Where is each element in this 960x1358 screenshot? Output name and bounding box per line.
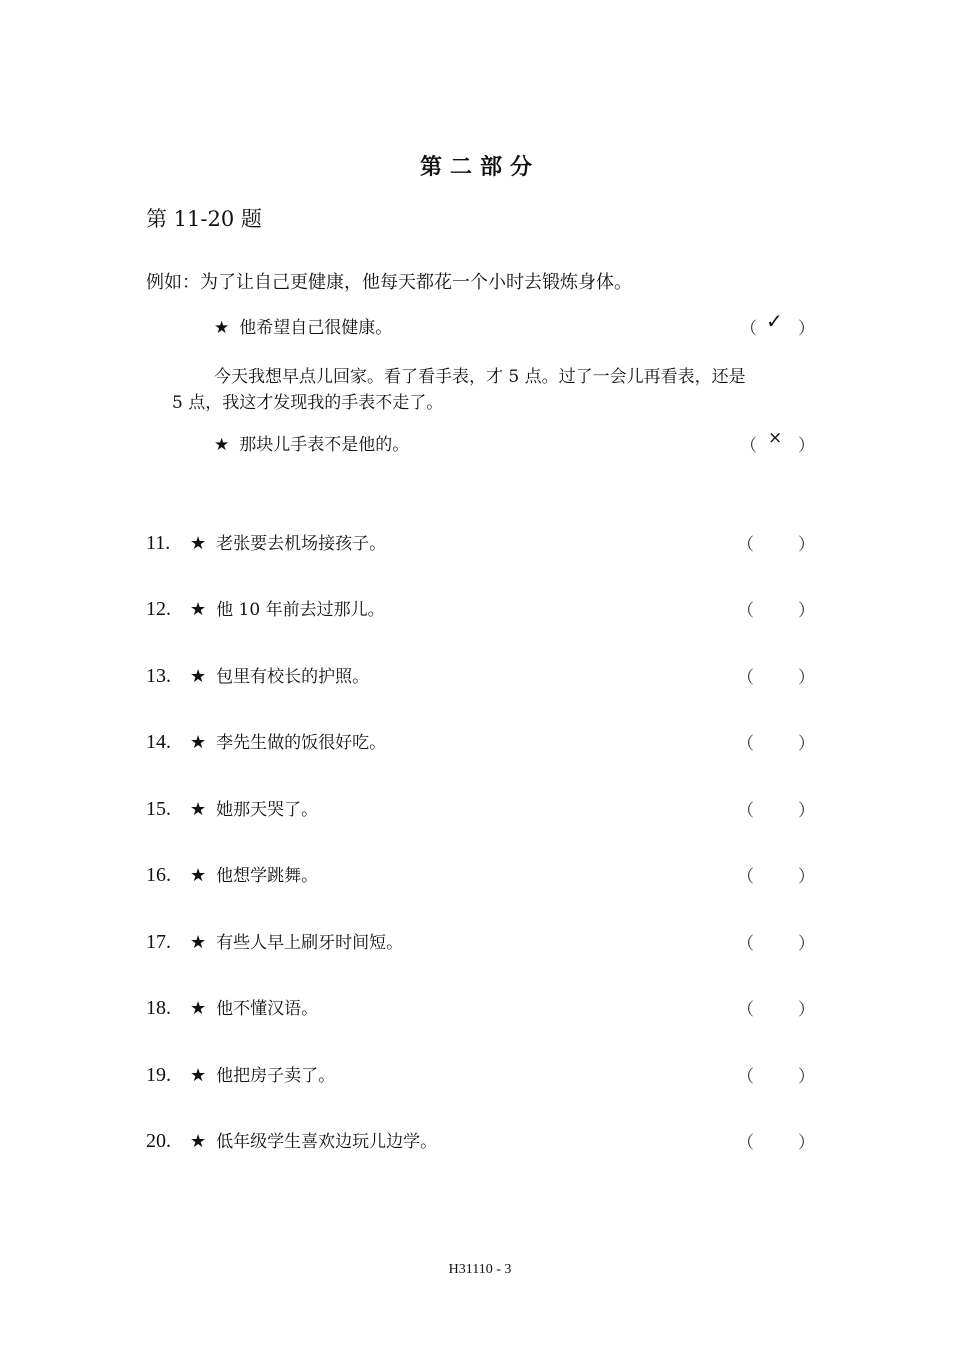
answer-bracket-open: （ [737,601,754,621]
question-row [146,662,369,688]
star-icon: ★ [190,799,207,820]
star-icon: ★ [190,1065,207,1086]
star-icon: ★ [214,435,230,455]
question-row [146,861,318,887]
question-number: 17. [146,931,171,953]
answer-bracket-close: ） [798,934,815,954]
question-number: 11. [146,532,171,554]
star-icon: ★ [190,865,207,886]
answer-blank[interactable] [768,726,792,750]
answer-bracket-open: （ [737,867,754,887]
answer-blank[interactable] [768,793,792,817]
example-sentence: 为了让自己更健康，他每天都花一个小时去锻炼身体。 [200,272,632,293]
answer-bracket-close: ） [798,601,815,621]
answer-blank[interactable] [768,859,792,883]
star-icon: ★ [190,732,207,753]
answer-blank[interactable] [768,593,792,617]
question-row [146,1061,335,1087]
section-title: 第二部分 [419,155,540,180]
bracket-open: （ [740,436,757,456]
bracket-close: ） [798,319,815,339]
question-number: 20. [146,1130,171,1152]
check-mark-icon: ✓ [766,309,783,333]
bracket-close: ） [798,436,815,456]
question-row [146,1127,437,1153]
example-statement-1-text: 他希望自己很健康。 [239,318,393,338]
answer-bracket-open: （ [737,801,754,821]
question-text: 他把房子卖了。 [216,1066,336,1086]
answer-bracket-close: ） [798,535,815,555]
question-row [146,994,318,1020]
answer-bracket-open: （ [737,734,754,754]
question-text: 他 10 年前去过那儿。 [216,600,385,620]
question-number: 19. [146,1064,171,1086]
question-text: 他不懂汉语。 [216,999,319,1019]
answer-bracket-open: （ [737,668,754,688]
question-text: 低年级学生喜欢边玩儿边学。 [216,1132,438,1152]
page-footer: H31110 - 3 [448,1262,512,1277]
question-row [146,795,318,821]
question-row [146,928,403,954]
example-paragraph-line-2: 5 点，我这才发现我的手表不走了。 [172,393,444,413]
question-number: 12. [146,598,171,620]
answer-blank[interactable] [768,527,792,551]
question-number: 16. [146,864,171,886]
answer-bracket-open: （ [737,1067,754,1087]
question-text: 他想学跳舞。 [216,866,319,886]
answer-bracket-open: （ [737,1133,754,1153]
star-icon: ★ [190,666,207,687]
star-icon: ★ [190,998,207,1019]
example-statement-1 [214,313,392,338]
answer-bracket-open: （ [737,934,754,954]
example-statement-2 [214,430,409,455]
question-row [146,728,386,754]
cross-mark-icon: × [768,428,783,448]
question-range-title: 第 11-20 题 [146,207,262,231]
answer-bracket-close: ） [798,1133,815,1153]
answer-bracket-open: （ [737,535,754,555]
answer-bracket-open: （ [737,1000,754,1020]
answer-blank[interactable] [768,926,792,950]
example-label: 例如： [146,272,200,293]
answer-blank[interactable] [768,1059,792,1083]
question-text: 李先生做的饭很好吃。 [216,733,387,753]
example-paragraph-line-1: 今天我想早点儿回家。看了看手表，才 5 点。过了一会儿再看表，还是 [214,367,746,387]
question-text: 老张要去机场接孩子。 [216,534,387,554]
star-icon: ★ [190,932,207,953]
question-text: 有些人早上刷牙时间短。 [216,933,404,953]
answer-bracket-close: ） [798,867,815,887]
question-text: 她那天哭了。 [216,800,319,820]
question-number: 18. [146,997,171,1019]
star-icon: ★ [190,533,207,554]
star-icon: ★ [190,1131,207,1152]
answer-blank[interactable] [768,992,792,1016]
answer-bracket-close: ） [798,801,815,821]
answer-bracket-close: ） [798,668,815,688]
question-number: 15. [146,798,171,820]
example-intro [146,268,632,294]
answer-bracket-close: ） [798,734,815,754]
answer-blank[interactable] [768,1125,792,1149]
star-icon: ★ [190,599,207,620]
answer-bracket-close: ） [798,1067,815,1087]
answer-blank[interactable] [768,660,792,684]
answer-bracket-close: ） [798,1000,815,1020]
example-statement-2-text: 那块儿手表不是他的。 [239,435,410,455]
question-number: 14. [146,731,171,753]
question-text: 包里有校长的护照。 [216,667,370,687]
question-number: 13. [146,665,171,687]
question-row [146,529,386,555]
bracket-open: （ [740,319,757,339]
star-icon: ★ [214,318,230,338]
question-row [146,595,385,621]
